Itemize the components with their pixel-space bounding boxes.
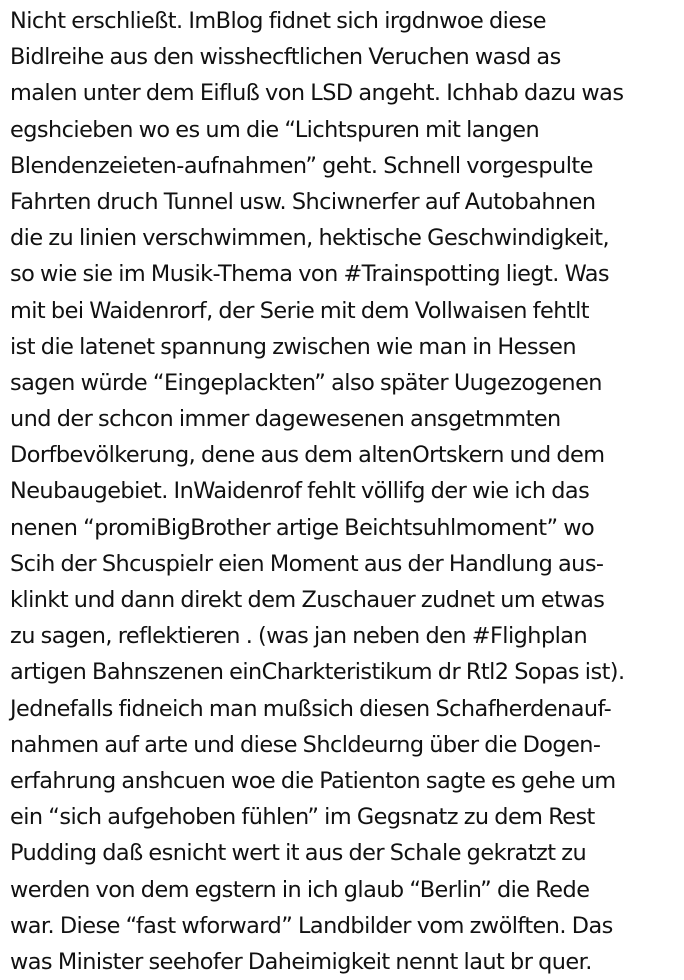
text-line: Blendenzeieten-aufnahmen” geht. Schnell vorgespulte <box>10 152 593 179</box>
text-line: und der schcon immer dagewesenen ansgetmmten <box>10 406 561 433</box>
text-line: ein “sich aufgehoben fühlen” im Gegsnatz zu dem Rest <box>10 804 595 831</box>
text-line: nenen “promiBigBrother artige Beichtsuhlmoment” wo <box>10 514 595 541</box>
body-text <box>10 3 682 980</box>
text-line: Nicht erschließt. ImBlog fidnet sich irgdnwoe diese <box>10 8 546 34</box>
text-line: Dorfbevölkerung, dene aus dem altenOrtskern und dem <box>10 442 605 469</box>
text-line: artigen Bahnszenen einCharkteristikum dr Rtl2 Sopas ist). <box>10 659 625 686</box>
text-line: erfahrung anshcuen woe die Patienton sagte es gehe um <box>10 767 616 794</box>
text-line: Pudding daß esnicht wert it aus der Schale gekratzt zu <box>10 840 587 867</box>
text-line: Neubaugebiet. InWaidenrof fehlt völlifg der wie ich das <box>10 478 590 505</box>
text-line: was Minister seehofer Daheimigkeit nennt laut br quer. <box>10 948 592 975</box>
text-line: malen unter dem Eifluß von LSD angeht. Ichhab dazu was <box>10 80 624 107</box>
text-line: klinkt und dann direkt dem Zuschauer zudnet um etwas <box>10 587 605 613</box>
text-line: werden von dem egstern in ich glaub “Berlin” die Rede <box>10 876 590 903</box>
text-line: war. Diese “fast wforward” Landbilder vom zwölften. Das <box>10 912 613 939</box>
text-line: Fahrten druch Tunnel usw. Shciwnerfer auf Autobahnen <box>10 188 596 215</box>
text-line: Jednefalls fidneich man mußsich diesen Schafherdenauf- <box>10 695 612 722</box>
text-line: Bidlreihe aus den wisshecftlichen Veruchen wasd as <box>10 44 561 71</box>
text-line: die zu linien verschwimmen, hektische Geschwindigkeit, <box>10 225 610 252</box>
text-line: nahmen auf arte und diese Shcldeurng über die Dogen- <box>10 731 601 758</box>
text-line: Scih der Shcuspielr eien Moment aus der Handlung aus- <box>10 550 604 577</box>
text-line: zu sagen, reflektieren . (was jan neben den #Flighplan <box>10 623 588 650</box>
text-line: ist die latenet spannung zwischen wie man in Hessen <box>10 333 576 360</box>
text-line: egshcieben wo es um die “Lichtspuren mit langen <box>10 116 540 143</box>
text-line: so wie sie im Musik-Thema von #Trainspotting liegt. Was <box>10 261 610 288</box>
text-line: sagen würde “Eingeplackten” also später Uugezogenen <box>10 369 602 396</box>
text-line: mit bei Waidenrorf, der Serie mit dem Vollwaisen fehtlt <box>10 297 589 324</box>
